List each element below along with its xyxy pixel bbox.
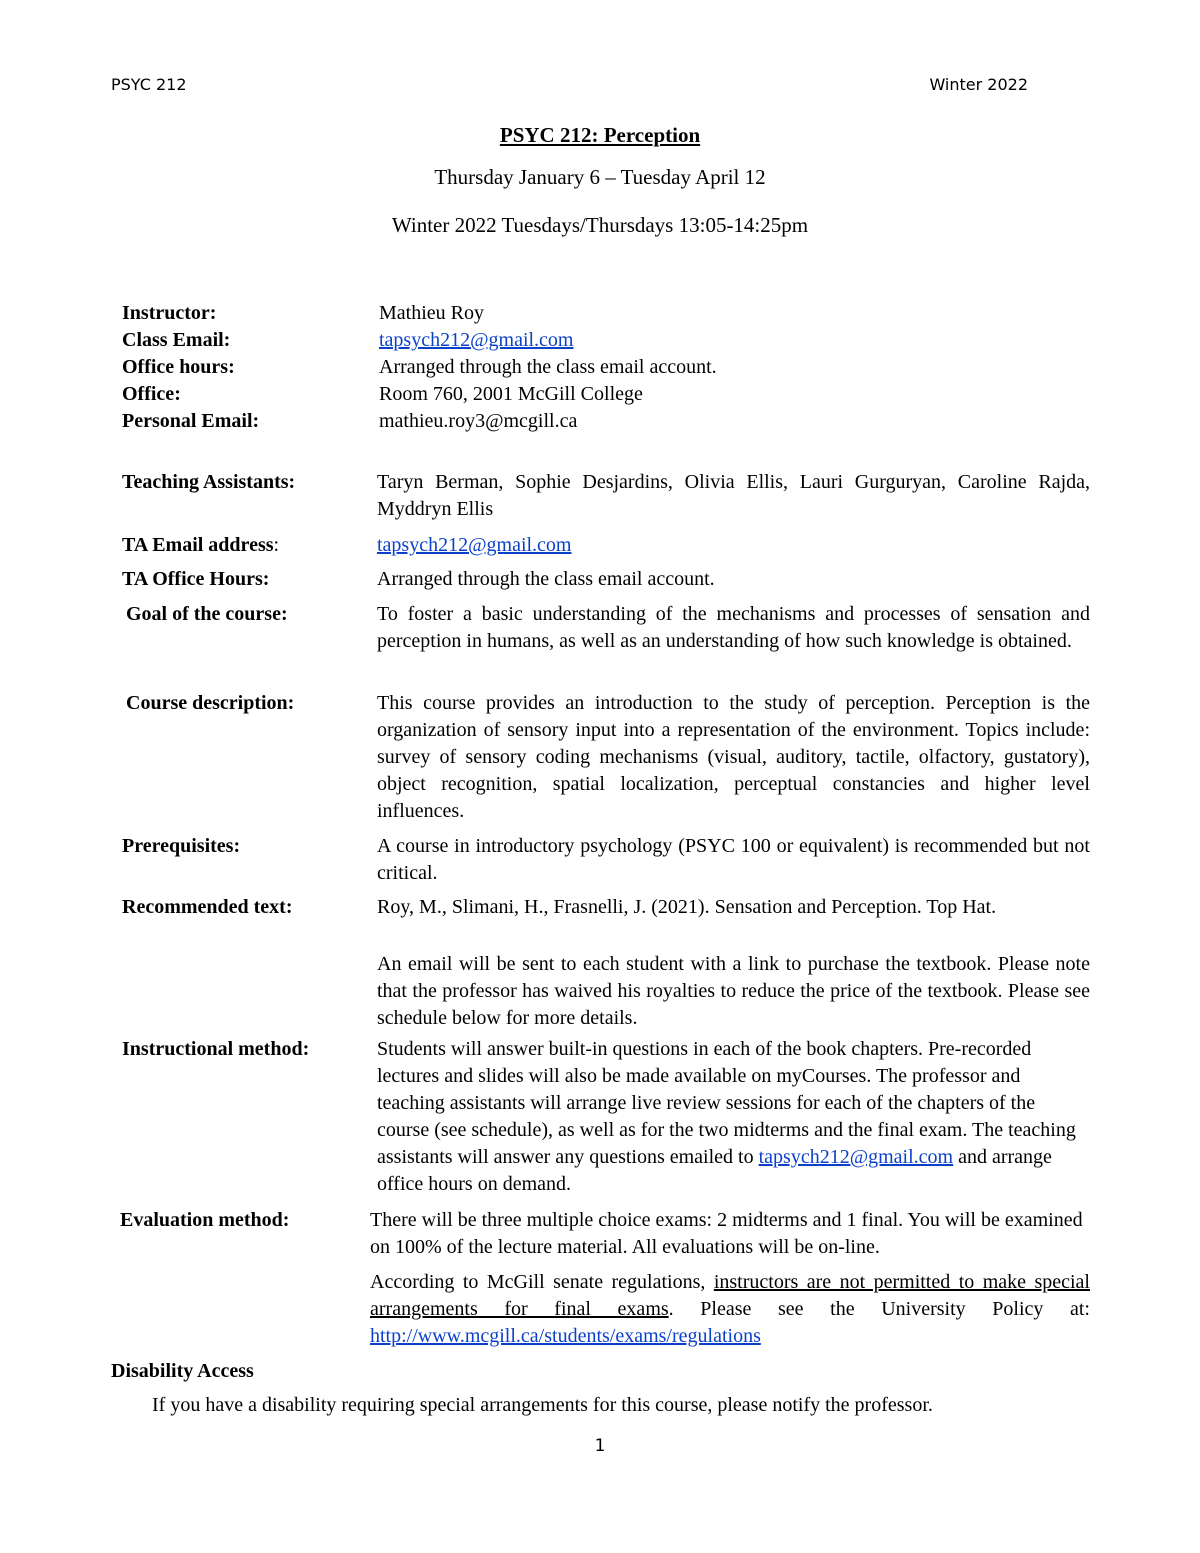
class-email-link[interactable]: tapsych212@gmail.com [379, 329, 574, 351]
method-text: Students will answer built-in questions in each of the book chapters. Pre-recorded lectures and slides will also be made available on myCourses. The professor and teaching assistants will arrange live review sessions for each of the chapters of the course (see schedule), as well as for the two midterms and the final exam. The teaching assistants will answer any questions emailed to [377, 1038, 1076, 1168]
exam-regulations-link[interactable]: http://www.mcgill.ca/students/exams/regulations [370, 1325, 761, 1347]
page-title: PSYC 212: Perception [499, 123, 701, 147]
header-term: Winter 2022 [929, 75, 1028, 94]
course-dates: Thursday January 6 – Tuesday April 12 [434, 165, 766, 189]
ta-hours-value: Arranged through the class email account. [377, 568, 715, 590]
ta-value: Taryn Berman, Sophie Desjardins, Olivia Ellis, Lauri Gurguryan, Caroline Rajda, Myddryn Ellis [377, 471, 1090, 520]
evaluation-underline: instructors are not permitted to make special arrangements for final exams [370, 1271, 1090, 1320]
description-value: This course provides an introduction to the study of perception. Perception is the organization of sensory input into a representation of the environment. Topics include: survey of sensory coding mechanisms (visual, auditory, tactile, olfactory, gustatory), object recognition, spatial localization, perceptual constancies and higher level influences. [377, 692, 1090, 822]
evaluation-post: . Please see the University Policy at: [668, 1298, 1090, 1320]
office-hours-label: Office hours: [122, 356, 235, 378]
ta-email-label [122, 532, 279, 559]
course-schedule: Winter 2022 Tuesdays/Thursdays 13:05-14:25pm [391, 213, 809, 237]
ta-email-link[interactable]: tapsych212@gmail.com [377, 534, 572, 556]
evaluation-pre: According to McGill senate regulations, [370, 1271, 714, 1293]
prereq-value: A course in introductory psychology (PSYC 100 or equivalent) is recommended but not critical. [377, 835, 1090, 884]
evaluation-label: Evaluation method: [120, 1209, 290, 1231]
text-value-2: An email will be sent to each student with a link to purchase the textbook. Please note that the professor has waived his royalties to reduce the price of the textbook. Please see schedule below for more details. [377, 953, 1090, 1029]
personal-email-value: mathieu.roy3@mcgill.ca [379, 410, 578, 432]
evaluation-value-1: There will be three multiple choice exams: 2 midterms and 1 final. You will be examined on 100% of the lecture material. All evaluations will be on-line. [370, 1209, 1083, 1258]
office-hours-value: Arranged through the class email account. [379, 356, 717, 378]
text-label: Recommended text: [122, 896, 293, 918]
goal-label: Goal of the course: [126, 603, 288, 625]
method-value [377, 1036, 1090, 1198]
class-email-label: Class Email: [122, 329, 231, 351]
method-email-link[interactable]: tapsych212@gmail.com [758, 1146, 954, 1168]
method-tail: and arrange office hours on demand. [377, 1146, 1052, 1195]
prereq-label: Prerequisites: [122, 835, 241, 857]
ta-email-colon: : [273, 534, 280, 556]
disability-heading: Disability Access [111, 1360, 254, 1382]
instructor-label: Instructor: [122, 302, 217, 324]
description-label: Course description: [126, 692, 295, 714]
header-course-code: PSYC 212 [111, 75, 187, 94]
method-label: Instructional method: [122, 1038, 310, 1060]
ta-email-label-text: TA Email address [122, 534, 274, 556]
evaluation-value-2 [370, 1269, 1090, 1350]
ta-hours-label: TA Office Hours: [122, 568, 270, 590]
office-value: Room 760, 2001 McGill College [379, 383, 643, 405]
text-value-1: Roy, M., Slimani, H., Frasnelli, J. (2021). Sensation and Perception. Top Hat. [377, 896, 997, 918]
goal-value: To foster a basic understanding of the mechanisms and processes of sensation and perception in humans, as well as an understanding of how such knowledge is obtained. [377, 603, 1090, 652]
personal-email-label: Personal Email: [122, 410, 260, 432]
disability-text: If you have a disability requiring special arrangements for this course, please notify the professor. [152, 1394, 933, 1416]
office-label: Office: [122, 383, 181, 405]
instructor-value: Mathieu Roy [379, 302, 484, 324]
page-number: 1 [594, 1436, 606, 1456]
ta-label: Teaching Assistants: [122, 471, 296, 493]
